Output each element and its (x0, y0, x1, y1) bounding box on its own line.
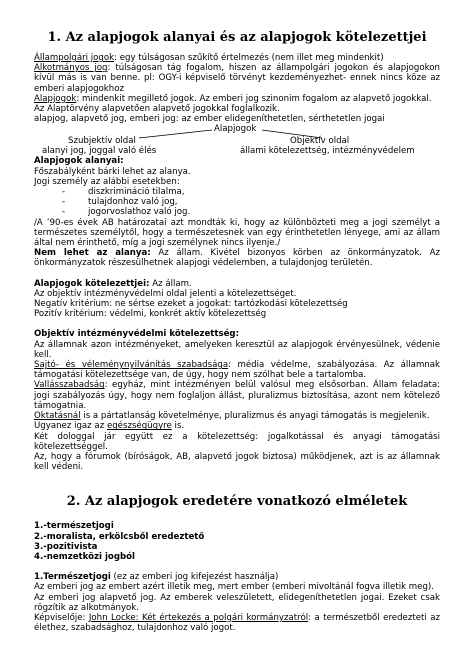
not-subject-paragraph: Nem lehet az alanya: Az állam. Kivétel bizonyos körben az önkormányzatok. Az önkormányzatok részesülhetnek alapjogi védelemben, a tulajdonjog területén. (34, 248, 440, 269)
diagram-left-sub: alanyi jog, joggal való élés (42, 146, 157, 157)
healthcare-label: egészségügyre (106, 421, 172, 432)
natural-law-paragraph-4: Képviselője: John Locke: Két értekezés a polgári kormányzatról: a természetből eredezteti az élethez, szabadsághoz, tulajdonhoz való jogot. (34, 612, 441, 634)
section1-title: 1. Az alapjogok alanyai és az alapjogok kötelezettjei (47, 30, 427, 45)
definition-paragraph: alapjog, alapvető jog, emberi jog: az ember elidegeníthetetlen, sérthetetlen jogai (34, 114, 385, 125)
obligations-paragraph-2: Az objektív intézményvédelmi oldal jelenti a kötelezettséget. (34, 288, 297, 299)
press-freedom-label: Sajtó- és véleménynyilvánítás szabadsága (34, 360, 229, 371)
list-item: 1.-természetjogi (34, 521, 114, 532)
objective-heading: Objektív intézményvédelmi kötelezettség: (34, 329, 240, 340)
diagram-right-sub: állami kötelezettség, intézményvédelem (240, 146, 415, 157)
list-item: - jogorvoslathoz való jog. (62, 207, 440, 217)
constitutional-rights-label: Alkotmányos jog (34, 63, 108, 74)
subjects-heading: Alapjogok alanyai: (34, 156, 124, 167)
obligations-label: Alapjogok kötelezettjei: (34, 278, 150, 289)
diagram-center-label: Alapjogok (214, 124, 257, 135)
constitutional-rights-paragraph: Alkotmányos jog: túlságosan tág fogalom, hiszen az állampolgári jogokon és alapjogokon kívül más is van benne. pl: OGY-i képviselő törvényt kezdeményezhet- ennek nincs köze az emberi alapjogokhoz (34, 63, 440, 94)
theories-list (34, 521, 440, 562)
subjects-paragraph-1: Főszabályként bárki lehet az alanya. (34, 166, 191, 177)
rights-diagram (34, 124, 440, 156)
fundamental-rights-paragraph: Alapjogok: mindenkit megillető jogok. Az emberi jog szinonim fogalom az alapvető jogokkal. (34, 93, 432, 104)
list-item: - diszkrimináció tilalma, (62, 187, 440, 197)
subjects-paragraph-2: Jogi személy az alábbi esetekben: (34, 176, 180, 187)
obligations-paragraph-3: Negatív kritérium: ne sértse ezeket a jogokat: tartózkodási kötelezettség (34, 299, 348, 310)
natural-law-paragraph: 1.Természetjogi (ez az emberi jog kifejezést használja) (34, 572, 279, 583)
diagram-right-label: Objektív oldal (290, 136, 350, 147)
basic-law-paragraph: Az Alaptörvény alapvetően alapvető jogokkal foglalkozik. (34, 104, 280, 115)
education-label: Oktatásnál (34, 411, 81, 422)
ab-paragraph: /A ’90-es évek AB határozatai azt mondták ki, hogy az különbözteti meg a jogi személyt a természetes személytől, hogy a természetesnek van egy érinthetetlen lényege, ami az állam által nem érinthető, míg a jogi személynek nincs ilyenje./ (34, 217, 440, 249)
locke-reference: John Locke: Két értekezés a polgári kormányzatról (88, 612, 309, 623)
list-item: 3.-pozitivista (34, 541, 98, 552)
citizen-rights-paragraph: Állampolgári jogok: egy túlságosan szűkítő értelmezés (nem illet meg mindenkit) (34, 53, 384, 63)
objective-paragraph-6: Két dologgal jár együtt ez a kötelezettség: jogalkotással és anyagi támogatási kötelezettséggel. (34, 431, 440, 452)
obligations-paragraph: Alapjogok kötelezettjei: Az állam. (34, 278, 192, 289)
objective-paragraph-1: Az államnak azon intézményeket, amelyeken keresztül az alapjogok érvényesülnek, védenie kell. (34, 339, 440, 360)
diagram-left-label: Szubjektív oldal (68, 136, 136, 147)
obligations-paragraph-4: Pozitív kritérium: védelmi, konkrét aktív kötelezettség (34, 309, 267, 320)
citizen-rights-label: Állampolgári jogok (34, 53, 115, 63)
press-freedom-paragraph: Sajtó- és véleménynyilvánítás szabadsága: média védelme, szabályozása. Az államnak támogatási kötelezettsége van, de úgy, hogy nem szólhat bele a tartalomba. (34, 360, 440, 381)
religion-label: Vallásszabadság (34, 380, 105, 391)
legal-person-list (34, 187, 440, 218)
section2-title: 2. Az alapjogok eredetére vonatkozó elméletek (66, 494, 408, 510)
healthcare-paragraph: Ugyanez igaz az egészségügyre is. (34, 421, 185, 432)
natural-law-label: 1.Természetjogi (34, 572, 111, 583)
education-paragraph: Oktatásnál is a pártatlanság követelménye, pluralizmus és anyagi támogatás is megjelenik. (34, 411, 430, 422)
list-item: 2.-moralista, erkölcsből eredeztető (34, 531, 205, 542)
list-item: - tulajdonhoz való jog, (62, 197, 440, 207)
objective-paragraph-7: Az, hogy a fórumok (bíróságok, AB, alapvető jogok biztosa) működjenek, azt is az államnak kell védeni. (34, 451, 440, 473)
fundamental-rights-label: Alapjogok (34, 93, 77, 104)
not-subject-label: Nem lehet az alanya: (34, 248, 151, 259)
natural-law-paragraph-2: Az emberi jog az embert azért illetik meg, mert ember (emberi mivoltánál fogva illetik meg). (34, 582, 434, 593)
religion-paragraph: Vallásszabadság: egyház, mint intézményen belül valósul meg elsősorban. Állam feladata: jogi szabályozás úgy, hogy nem foglaljon állást, pluralizmus biztosítása, azont nem kötelező támogatnia. (34, 380, 440, 411)
natural-law-paragraph-3: Az emberi jog alapvető jog. Az emberek veleszületett, elidegeníthetetlen jogai. Ezeket csak rögzítik az alkotmányok. (34, 592, 440, 613)
list-item: 4.-nemzetközi jogból (34, 551, 135, 562)
